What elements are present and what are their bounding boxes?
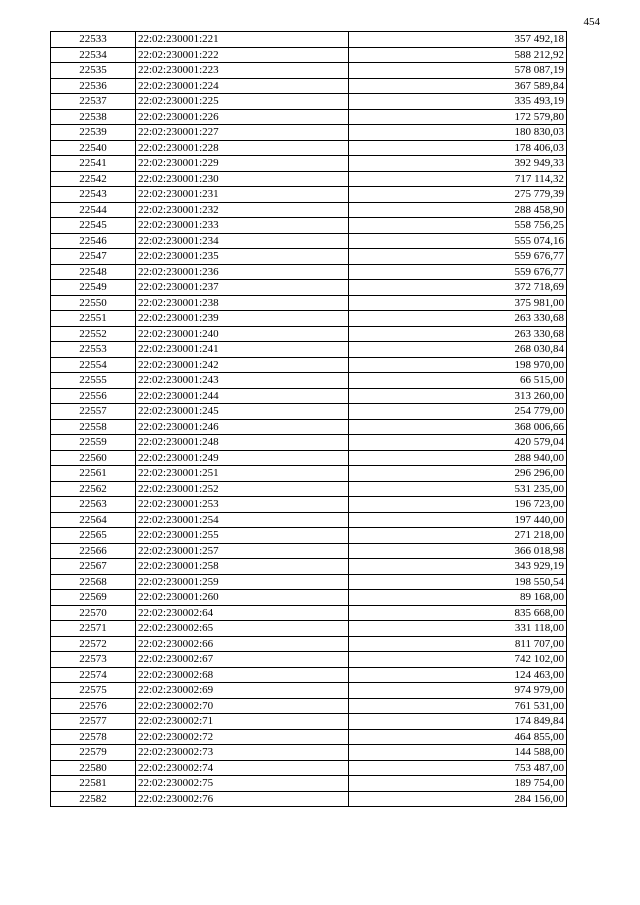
row-number-cell: 22535 bbox=[51, 63, 136, 79]
cadastral-number-cell: 22:02:230001:224 bbox=[136, 78, 349, 94]
table-row bbox=[51, 233, 567, 249]
cadastral-number-cell: 22:02:230001:238 bbox=[136, 295, 349, 311]
row-number-cell: 22577 bbox=[51, 714, 136, 730]
row-number-cell: 22581 bbox=[51, 776, 136, 792]
cadastral-number-cell: 22:02:230001:255 bbox=[136, 528, 349, 544]
cadastral-value-cell: 174 849,84 bbox=[349, 714, 567, 730]
cadastral-value-cell: 531 235,00 bbox=[349, 481, 567, 497]
cadastral-number-cell: 22:02:230001:259 bbox=[136, 574, 349, 590]
cadastral-number-cell: 22:02:230001:260 bbox=[136, 590, 349, 606]
cadastral-number-cell: 22:02:230001:234 bbox=[136, 233, 349, 249]
table-row bbox=[51, 559, 567, 575]
row-number-cell: 22557 bbox=[51, 404, 136, 420]
cadastral-value-cell: 284 156,00 bbox=[349, 791, 567, 807]
cadastral-number-cell: 22:02:230001:242 bbox=[136, 357, 349, 373]
table-row bbox=[51, 249, 567, 265]
row-number-cell: 22576 bbox=[51, 698, 136, 714]
cadastral-number-cell: 22:02:230001:237 bbox=[136, 280, 349, 296]
cadastral-value-cell: 263 330,68 bbox=[349, 326, 567, 342]
row-number-cell: 22568 bbox=[51, 574, 136, 590]
table-row bbox=[51, 373, 567, 389]
row-number-cell: 22540 bbox=[51, 140, 136, 156]
cadastral-number-cell: 22:02:230001:258 bbox=[136, 559, 349, 575]
row-number-cell: 22547 bbox=[51, 249, 136, 265]
row-number-cell: 22555 bbox=[51, 373, 136, 389]
cadastral-value-cell: 254 779,00 bbox=[349, 404, 567, 420]
table-row bbox=[51, 435, 567, 451]
row-number-cell: 22549 bbox=[51, 280, 136, 296]
cadastral-number-cell: 22:02:230001:246 bbox=[136, 419, 349, 435]
cadastral-value-cell: 811 707,00 bbox=[349, 636, 567, 652]
table-row bbox=[51, 621, 567, 637]
row-number-cell: 22574 bbox=[51, 667, 136, 683]
row-number-cell: 22564 bbox=[51, 512, 136, 528]
table-row bbox=[51, 419, 567, 435]
row-number-cell: 22578 bbox=[51, 729, 136, 745]
table-row bbox=[51, 791, 567, 807]
cadastral-value-cell: 742 102,00 bbox=[349, 652, 567, 668]
cadastral-value-cell: 275 779,39 bbox=[349, 187, 567, 203]
cadastral-value-cell: 124 463,00 bbox=[349, 667, 567, 683]
cadastral-value-cell: 375 981,00 bbox=[349, 295, 567, 311]
cadastral-number-cell: 22:02:230001:232 bbox=[136, 202, 349, 218]
cadastral-value-cell: 296 296,00 bbox=[349, 466, 567, 482]
row-number-cell: 22570 bbox=[51, 605, 136, 621]
cadastral-value-cell: 66 515,00 bbox=[349, 373, 567, 389]
cadastral-number-cell: 22:02:230001:239 bbox=[136, 311, 349, 327]
table-row bbox=[51, 326, 567, 342]
cadastral-value-cell: 588 212,92 bbox=[349, 47, 567, 63]
cadastral-number-cell: 22:02:230002:74 bbox=[136, 760, 349, 776]
cadastral-number-cell: 22:02:230001:243 bbox=[136, 373, 349, 389]
cadastral-value-cell: 420 579,04 bbox=[349, 435, 567, 451]
cadastral-number-cell: 22:02:230002:70 bbox=[136, 698, 349, 714]
cadastral-value-cell: 180 830,03 bbox=[349, 125, 567, 141]
cadastral-value-cell: 753 487,00 bbox=[349, 760, 567, 776]
table-row bbox=[51, 218, 567, 234]
cadastral-number-cell: 22:02:230001:230 bbox=[136, 171, 349, 187]
cadastral-number-cell: 22:02:230001:229 bbox=[136, 156, 349, 172]
table-row bbox=[51, 497, 567, 513]
row-number-cell: 22556 bbox=[51, 388, 136, 404]
table-row bbox=[51, 94, 567, 110]
table-row bbox=[51, 776, 567, 792]
cadastral-number-cell: 22:02:230001:221 bbox=[136, 32, 349, 48]
row-number-cell: 22579 bbox=[51, 745, 136, 761]
cadastral-number-cell: 22:02:230002:72 bbox=[136, 729, 349, 745]
cadastral-value-cell: 144 588,00 bbox=[349, 745, 567, 761]
cadastral-value-cell: 331 118,00 bbox=[349, 621, 567, 637]
table-row bbox=[51, 109, 567, 125]
table-row bbox=[51, 311, 567, 327]
row-number-cell: 22551 bbox=[51, 311, 136, 327]
row-number-cell: 22565 bbox=[51, 528, 136, 544]
row-number-cell: 22543 bbox=[51, 187, 136, 203]
table-row bbox=[51, 481, 567, 497]
cadastral-value-cell: 835 668,00 bbox=[349, 605, 567, 621]
row-number-cell: 22536 bbox=[51, 78, 136, 94]
table-row bbox=[51, 32, 567, 48]
cadastral-number-cell: 22:02:230001:235 bbox=[136, 249, 349, 265]
table-row bbox=[51, 574, 567, 590]
cadastral-value-cell: 271 218,00 bbox=[349, 528, 567, 544]
table-row bbox=[51, 171, 567, 187]
table-row bbox=[51, 125, 567, 141]
cadastral-number-cell: 22:02:230001:244 bbox=[136, 388, 349, 404]
cadastral-number-cell: 22:02:230001:257 bbox=[136, 543, 349, 559]
table-row bbox=[51, 698, 567, 714]
table-row bbox=[51, 388, 567, 404]
row-number-cell: 22552 bbox=[51, 326, 136, 342]
cadastral-value-cell: 372 718,69 bbox=[349, 280, 567, 296]
row-number-cell: 22541 bbox=[51, 156, 136, 172]
row-number-cell: 22554 bbox=[51, 357, 136, 373]
row-number-cell: 22573 bbox=[51, 652, 136, 668]
cadastral-number-cell: 22:02:230001:226 bbox=[136, 109, 349, 125]
cadastral-number-cell: 22:02:230001:236 bbox=[136, 264, 349, 280]
table-row bbox=[51, 729, 567, 745]
table-row bbox=[51, 280, 567, 296]
cadastral-value-cell: 189 754,00 bbox=[349, 776, 567, 792]
cadastral-number-cell: 22:02:230001:254 bbox=[136, 512, 349, 528]
cadastral-number-cell: 22:02:230001:233 bbox=[136, 218, 349, 234]
cadastral-number-cell: 22:02:230001:228 bbox=[136, 140, 349, 156]
table-row bbox=[51, 63, 567, 79]
cadastral-value-cell: 288 940,00 bbox=[349, 450, 567, 466]
table-row bbox=[51, 78, 567, 94]
cadastral-value-cell: 197 440,00 bbox=[349, 512, 567, 528]
cadastral-value-cell: 578 087,19 bbox=[349, 63, 567, 79]
cadastral-number-cell: 22:02:230001:225 bbox=[136, 94, 349, 110]
cadastral-number-cell: 22:02:230001:227 bbox=[136, 125, 349, 141]
table-row bbox=[51, 342, 567, 358]
row-number-cell: 22545 bbox=[51, 218, 136, 234]
row-number-cell: 22550 bbox=[51, 295, 136, 311]
table-row bbox=[51, 156, 567, 172]
cadastral-value-cell: 558 756,25 bbox=[349, 218, 567, 234]
cadastral-number-cell: 22:02:230001:249 bbox=[136, 450, 349, 466]
table-body bbox=[51, 32, 567, 807]
cadastral-number-cell: 22:02:230001:231 bbox=[136, 187, 349, 203]
row-number-cell: 22548 bbox=[51, 264, 136, 280]
row-number-cell: 22546 bbox=[51, 233, 136, 249]
cadastral-value-cell: 196 723,00 bbox=[349, 497, 567, 513]
cadastral-value-cell: 343 929,19 bbox=[349, 559, 567, 575]
page-number: 454 bbox=[583, 16, 600, 28]
table-row bbox=[51, 683, 567, 699]
cadastral-number-cell: 22:02:230001:245 bbox=[136, 404, 349, 420]
cadastral-value-table bbox=[50, 31, 567, 807]
cadastral-number-cell: 22:02:230001:253 bbox=[136, 497, 349, 513]
cadastral-number-cell: 22:02:230002:64 bbox=[136, 605, 349, 621]
table-row bbox=[51, 760, 567, 776]
table-row bbox=[51, 404, 567, 420]
row-number-cell: 22544 bbox=[51, 202, 136, 218]
cadastral-number-cell: 22:02:230002:66 bbox=[136, 636, 349, 652]
table-row bbox=[51, 605, 567, 621]
row-number-cell: 22566 bbox=[51, 543, 136, 559]
cadastral-number-cell: 22:02:230001:251 bbox=[136, 466, 349, 482]
cadastral-value-cell: 974 979,00 bbox=[349, 683, 567, 699]
cadastral-value-cell: 357 492,18 bbox=[349, 32, 567, 48]
row-number-cell: 22538 bbox=[51, 109, 136, 125]
cadastral-value-cell: 288 458,90 bbox=[349, 202, 567, 218]
row-number-cell: 22571 bbox=[51, 621, 136, 637]
table-row bbox=[51, 264, 567, 280]
cadastral-number-cell: 22:02:230001:222 bbox=[136, 47, 349, 63]
cadastral-number-cell: 22:02:230002:73 bbox=[136, 745, 349, 761]
cadastral-number-cell: 22:02:230002:76 bbox=[136, 791, 349, 807]
table-row bbox=[51, 357, 567, 373]
cadastral-number-cell: 22:02:230001:240 bbox=[136, 326, 349, 342]
cadastral-number-cell: 22:02:230002:65 bbox=[136, 621, 349, 637]
row-number-cell: 22561 bbox=[51, 466, 136, 482]
cadastral-number-cell: 22:02:230002:68 bbox=[136, 667, 349, 683]
row-number-cell: 22559 bbox=[51, 435, 136, 451]
table-row bbox=[51, 745, 567, 761]
table-row bbox=[51, 202, 567, 218]
cadastral-value-cell: 268 030,84 bbox=[349, 342, 567, 358]
row-number-cell: 22567 bbox=[51, 559, 136, 575]
cadastral-value-cell: 464 855,00 bbox=[349, 729, 567, 745]
cadastral-value-cell: 198 550,54 bbox=[349, 574, 567, 590]
cadastral-number-cell: 22:02:230002:75 bbox=[136, 776, 349, 792]
table-row bbox=[51, 636, 567, 652]
cadastral-value-cell: 392 949,33 bbox=[349, 156, 567, 172]
cadastral-value-cell: 367 589,84 bbox=[349, 78, 567, 94]
cadastral-number-cell: 22:02:230001:248 bbox=[136, 435, 349, 451]
cadastral-number-cell: 22:02:230002:69 bbox=[136, 683, 349, 699]
table-row bbox=[51, 295, 567, 311]
table-row bbox=[51, 528, 567, 544]
row-number-cell: 22558 bbox=[51, 419, 136, 435]
table-row bbox=[51, 47, 567, 63]
cadastral-value-cell: 366 018,98 bbox=[349, 543, 567, 559]
cadastral-value-cell: 559 676,77 bbox=[349, 249, 567, 265]
cadastral-value-cell: 368 006,66 bbox=[349, 419, 567, 435]
table-row bbox=[51, 667, 567, 683]
row-number-cell: 22539 bbox=[51, 125, 136, 141]
cadastral-value-cell: 335 493,19 bbox=[349, 94, 567, 110]
row-number-cell: 22534 bbox=[51, 47, 136, 63]
table-row bbox=[51, 187, 567, 203]
cadastral-number-cell: 22:02:230001:223 bbox=[136, 63, 349, 79]
cadastral-value-cell: 89 168,00 bbox=[349, 590, 567, 606]
table-row bbox=[51, 590, 567, 606]
table-row bbox=[51, 450, 567, 466]
table-row bbox=[51, 652, 567, 668]
cadastral-value-cell: 313 260,00 bbox=[349, 388, 567, 404]
row-number-cell: 22580 bbox=[51, 760, 136, 776]
row-number-cell: 22575 bbox=[51, 683, 136, 699]
row-number-cell: 22562 bbox=[51, 481, 136, 497]
row-number-cell: 22553 bbox=[51, 342, 136, 358]
cadastral-value-cell: 263 330,68 bbox=[349, 311, 567, 327]
row-number-cell: 22569 bbox=[51, 590, 136, 606]
cadastral-value-cell: 559 676,77 bbox=[349, 264, 567, 280]
row-number-cell: 22533 bbox=[51, 32, 136, 48]
cadastral-value-cell: 761 531,00 bbox=[349, 698, 567, 714]
table-row bbox=[51, 543, 567, 559]
row-number-cell: 22582 bbox=[51, 791, 136, 807]
cadastral-number-cell: 22:02:230001:252 bbox=[136, 481, 349, 497]
table-row bbox=[51, 714, 567, 730]
cadastral-value-cell: 717 114,32 bbox=[349, 171, 567, 187]
cadastral-number-cell: 22:02:230002:71 bbox=[136, 714, 349, 730]
row-number-cell: 22537 bbox=[51, 94, 136, 110]
table-row bbox=[51, 466, 567, 482]
row-number-cell: 22560 bbox=[51, 450, 136, 466]
cadastral-value-cell: 178 406,03 bbox=[349, 140, 567, 156]
cadastral-number-cell: 22:02:230001:241 bbox=[136, 342, 349, 358]
row-number-cell: 22572 bbox=[51, 636, 136, 652]
row-number-cell: 22542 bbox=[51, 171, 136, 187]
cadastral-value-cell: 172 579,80 bbox=[349, 109, 567, 125]
cadastral-value-cell: 198 970,00 bbox=[349, 357, 567, 373]
table-row bbox=[51, 512, 567, 528]
cadastral-value-cell: 555 074,16 bbox=[349, 233, 567, 249]
table-row bbox=[51, 140, 567, 156]
cadastral-number-cell: 22:02:230002:67 bbox=[136, 652, 349, 668]
row-number-cell: 22563 bbox=[51, 497, 136, 513]
